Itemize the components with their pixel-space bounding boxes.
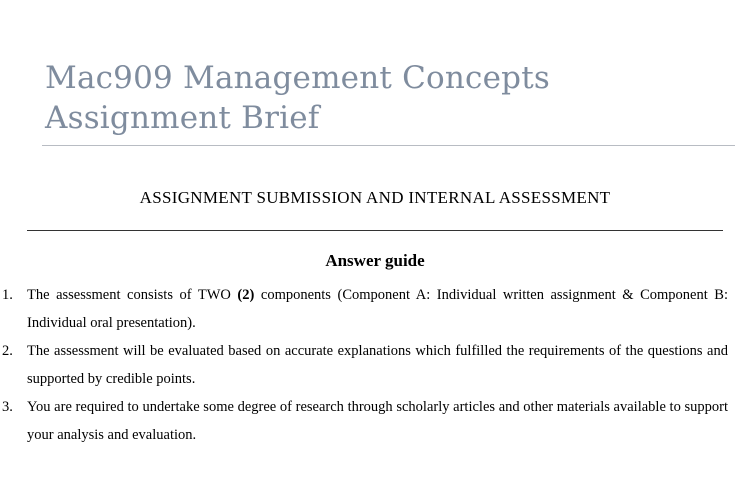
document-title: Mac909 Management Concepts Assignment Brief <box>45 60 550 136</box>
item-text-part: You are required to undertake some degree of research through scholarly articles and other materials available to support your analysis and evaluation. <box>27 399 728 443</box>
list-item-number: 3. <box>2 399 13 415</box>
section-heading: ASSIGNMENT SUBMISSION AND INTERNAL ASSESSMENT <box>139 188 611 207</box>
list-item-text <box>27 399 728 443</box>
list-item <box>0 281 750 337</box>
section-divider <box>27 230 723 231</box>
title-divider <box>42 145 735 146</box>
item-text-part: components (Component A: Individual written assignment & Component B: Individual oral presentation). <box>27 287 728 331</box>
item-text-part: The assessment consists of TWO <box>27 287 238 303</box>
list-item-text <box>27 287 728 331</box>
answer-guide-list <box>0 281 750 449</box>
list-item-number: 1. <box>2 287 13 303</box>
list-item-number: 2. <box>2 343 13 359</box>
list-item-text <box>27 343 728 387</box>
item-text-part: The assessment will be evaluated based on accurate explanations which fulfilled the requirements of the questions and supported by credible points. <box>27 343 728 387</box>
list-item <box>0 393 750 449</box>
answer-guide-heading: Answer guide <box>325 251 425 270</box>
list-item <box>0 337 750 393</box>
item-text-bold: (2) <box>237 287 255 303</box>
